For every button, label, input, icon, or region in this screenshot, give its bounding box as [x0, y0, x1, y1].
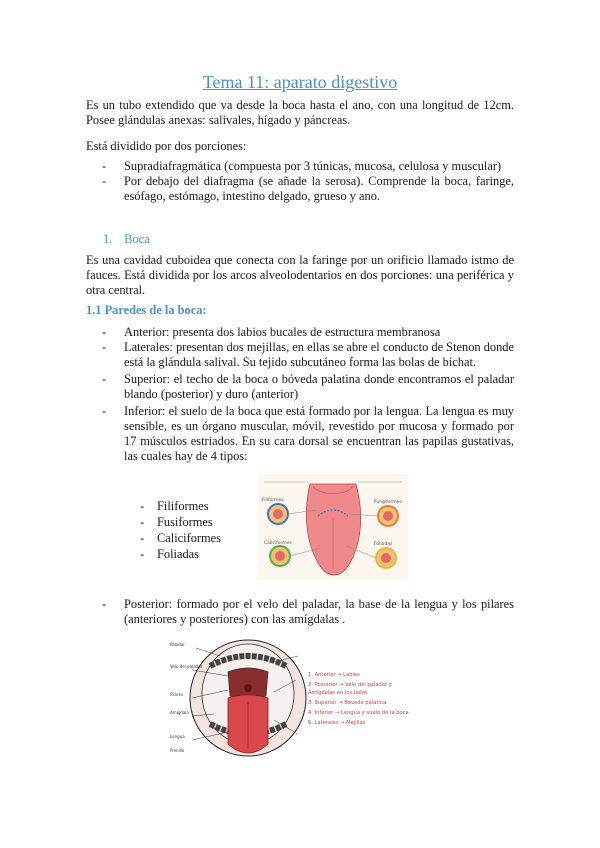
- page-title: Tema 11: aparato digestivo: [202, 72, 398, 92]
- bullet-dash: -: [102, 372, 107, 386]
- fig-label: Amígdala: [170, 710, 189, 715]
- bullet-dash: -: [102, 174, 107, 188]
- bullet-dash: -: [102, 597, 107, 611]
- fig-label: Lengua: [170, 734, 185, 739]
- list-item-text: Por debajo del diafragma (se añade la serosa). Comprende la boca, faringe, esófago, estómago, intestino delgado, grueso y ano.: [124, 174, 514, 203]
- subsection-heading: 1.1 Paredes de la boca:: [86, 303, 207, 317]
- list-item-text: Posterior: formado por el velo del paladar, la base de la lengua y los pilares (anteriores y posteriores) con las amígdalas .: [124, 597, 514, 626]
- intro-paragraph: Es un tubo extendido que va desde la boca hasta el ano, con una longitud de 12cm. Posee glándulas anexas: salivales, hígado y páncreas.: [86, 98, 514, 127]
- section-number: 1.: [103, 232, 113, 246]
- legend-item: Amígdalas en los lados: [308, 690, 368, 696]
- legend-item: 5. Laterales → Mejillas: [308, 720, 366, 726]
- list-item-text: Laterales: presentan dos mejillas, en ellas se abre el conducto de Stenon donde está la glándula salival. Su tejido subcutáneo forma las bolas de bichat.: [124, 340, 514, 369]
- list-item-text: Anterior: presenta dos labios bucales de estructura membranosa: [124, 325, 441, 339]
- tongue-papillae-figure: [258, 474, 408, 580]
- legend-item: 4. Inferior → Lengua y suelo de la boca: [308, 710, 409, 716]
- boca-paragraph: Es una cavidad cuboidea que conecta con la faringe por un orificio llamado istmo de fauces. Está dividida por los arcos alveolodentarios en dos porciones: una periférica y otra central.: [86, 253, 514, 297]
- bullet-dash: -: [102, 340, 107, 354]
- section-title: Boca: [124, 232, 150, 246]
- mouth-anatomy-figure: [170, 636, 420, 760]
- section-heading-boca: [103, 232, 150, 247]
- fig-label: Foliadas: [374, 542, 393, 547]
- bullet-dash: -: [102, 325, 107, 339]
- list-item-text: Inferior: el suelo de la boca que está formado por la lengua. La lengua es muy sensible, es un órgano muscular, móvil, revestido por mucosa y formado por 17 músculos estriados. En su cara dorsal se encuentran las papilas gustativas, las cuales hay de 4 tipos:: [124, 404, 514, 463]
- intro-division: Está dividido por dos porciones:: [86, 139, 247, 153]
- bullet-dash: -: [102, 404, 107, 418]
- legend-item: 1. Anterior → Labios: [308, 672, 360, 678]
- legend-item: 3. Superior → Bóveda palatina: [308, 700, 387, 706]
- fig-label: Fungiformes: [374, 500, 402, 505]
- bullet-dash: -: [102, 159, 107, 173]
- fig-label: Velo del paladar: [170, 664, 203, 669]
- fig-label: Frenillo: [170, 748, 185, 753]
- list-item-text: Supradiafragmática (compuesta por 3 túnicas, mucosa, celulosa y muscular): [124, 159, 502, 173]
- fig-label: Pilares: [170, 692, 184, 697]
- list-item-text: Superior: el techo de la boca o bóveda palatina donde encontramos el paladar blando (posterior) y duro (anterior): [124, 372, 514, 401]
- legend-item: 2. Posterior → Velo del paladar y: [308, 682, 392, 688]
- fig-label: Caliciformes: [264, 541, 292, 546]
- fig-label: Filiformes: [262, 498, 284, 503]
- fig-label: Paladar: [170, 642, 185, 647]
